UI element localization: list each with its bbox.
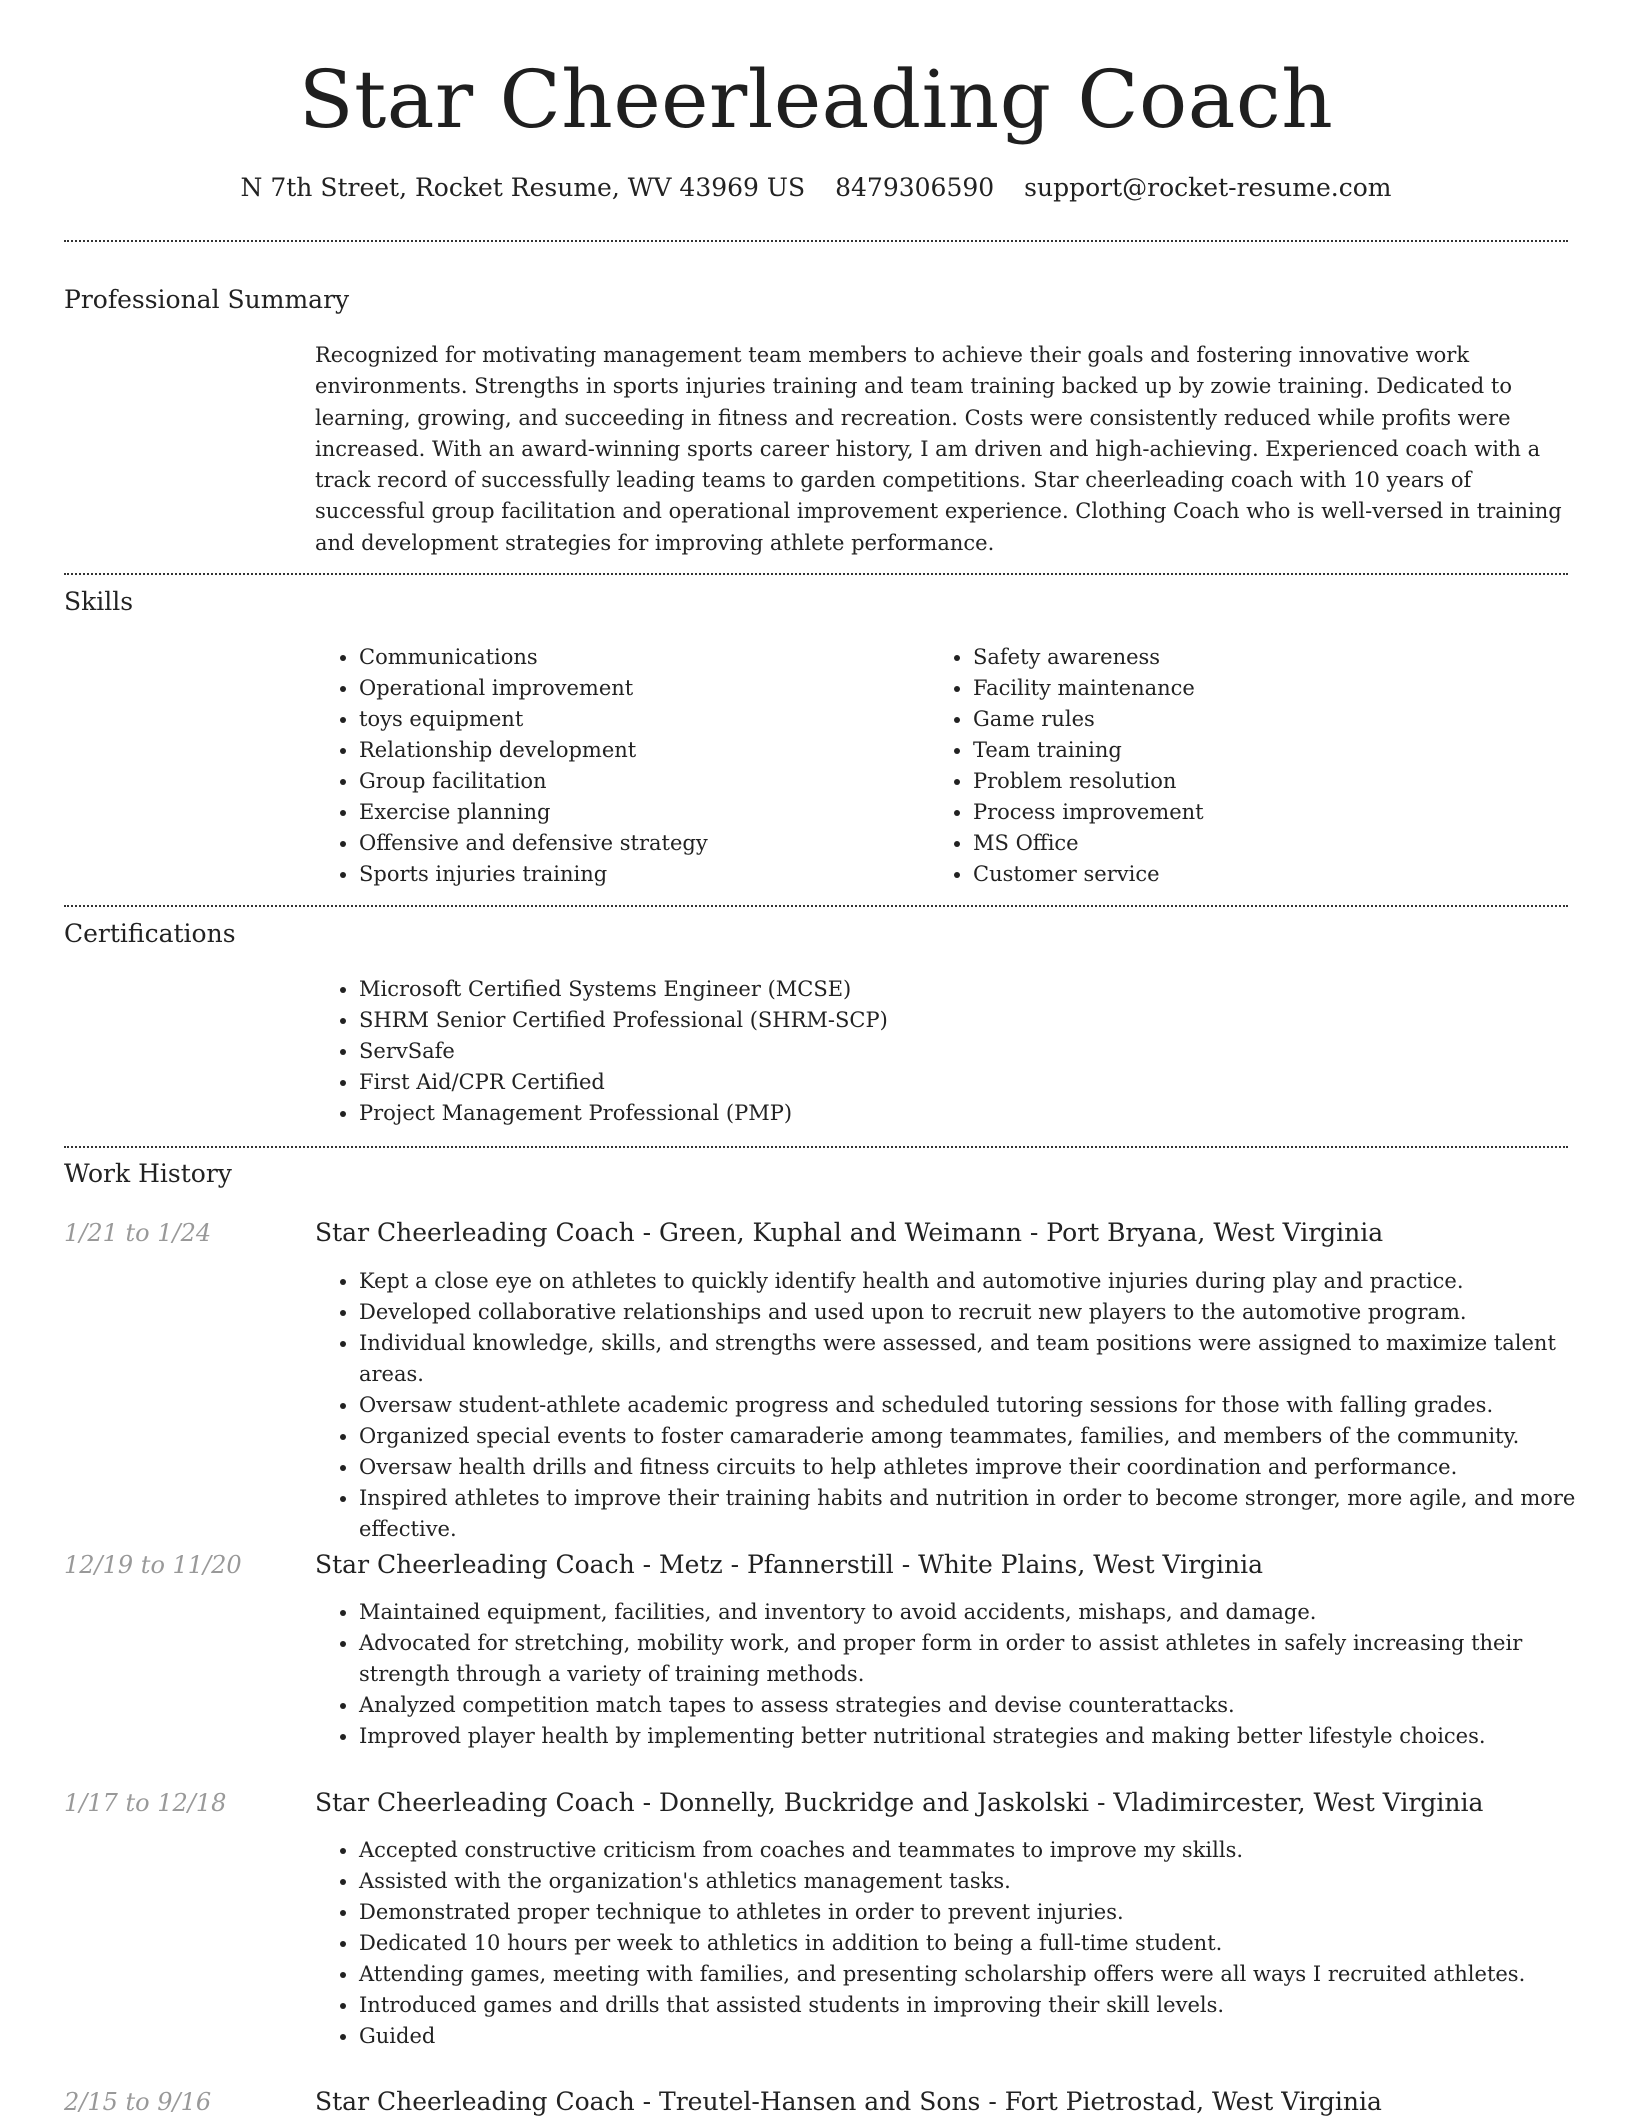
- contact-phone: 8479306590: [835, 173, 995, 202]
- job-title: Star Cheerleading Coach - Metz - Pfannerstill - White Plains, West Virginia: [315, 1550, 1264, 1579]
- list-item: • Communications: [359, 642, 929, 673]
- skills-list-right: [929, 642, 1573, 890]
- list-item: • Sports injuries training: [359, 859, 929, 890]
- certifications-heading: Certifications: [64, 919, 236, 948]
- section-divider: [64, 1146, 1568, 1148]
- job-dates: 12/19 to 11/20: [64, 1551, 242, 1579]
- list-item: • Safety awareness: [973, 642, 1573, 673]
- list-item: • SHRM Senior Certified Professional (SHRM-SCP): [359, 1005, 1559, 1036]
- list-item: • toys equipment: [359, 704, 929, 735]
- list-item: • Improved player health by implementing better nutritional strategies and making better lifestyle choices.: [359, 1721, 1609, 1752]
- work-history-heading: Work History: [64, 1159, 232, 1188]
- list-item: • Inspired athletes to improve their training habits and nutrition in order to become stronger, more agile, and more effective.: [359, 1483, 1609, 1545]
- list-item: • ServSafe: [359, 1036, 1559, 1067]
- list-item: • Oversaw health drills and fitness circuits to help athletes improve their coordination and performance.: [359, 1452, 1609, 1483]
- job-bullets: [315, 1266, 1609, 1545]
- list-item: • Oversaw student-athlete academic progress and scheduled tutoring sessions for those with falling grades.: [359, 1390, 1609, 1421]
- job-title: Star Cheerleading Coach - Green, Kuphal and Weimann - Port Bryana, West Virginia: [315, 1218, 1384, 1247]
- summary-heading: Professional Summary: [64, 285, 350, 314]
- list-item: • Organized special events to foster camaraderie among teammates, families, and members of the community.: [359, 1421, 1609, 1452]
- job-title: Star Cheerleading Coach - Treutel-Hansen and Sons - Fort Pietrostad, West Virginia: [315, 2087, 1382, 2116]
- list-item: • First Aid/CPR Certified: [359, 1067, 1559, 1098]
- list-item: • Operational improvement: [359, 673, 929, 704]
- list-item: • Developed collaborative relationships and used upon to recruit new players to the automotive program.: [359, 1297, 1609, 1328]
- list-item: • Dedicated 10 hours per week to athletics in addition to being a full-time student.: [359, 1928, 1609, 1959]
- certifications-list: [315, 974, 1559, 1129]
- list-item: • Problem resolution: [973, 766, 1573, 797]
- summary-text: Recognized for motivating management team members to achieve their goals and fostering innovative work environments. Strengths in sports injuries training and team training backed up by zowie training. Dedicated to learning, growing, and succeeding in fitness and recreation. Costs were consistently reduced while profits were increased. With an award-winning sports career history, I am driven and high-achieving. Experienced coach with a track record of successfully leading teams to garden competitions. Star cheerleading coach with 10 years of successful group facilitation and operational improvement experience. Clothing Coach who is well-versed in training and development strategies for improving athlete performance.: [315, 343, 1562, 555]
- list-item: • Game rules: [973, 704, 1573, 735]
- list-item: • Exercise planning: [359, 797, 929, 828]
- list-item: • Individual knowledge, skills, and strengths were assessed, and team positions were assigned to maximize talent areas.: [359, 1328, 1609, 1390]
- section-divider: [64, 905, 1568, 907]
- list-item: • MS Office: [973, 828, 1573, 859]
- job-dates: 1/17 to 12/18: [64, 1789, 227, 1817]
- list-item: • Advocated for stretching, mobility work, and proper form in order to assist athletes in safely increasing their strength through a variety of training methods.: [359, 1628, 1609, 1690]
- list-item: • Project Management Professional (PMP): [359, 1098, 1559, 1129]
- list-item: • Relationship development: [359, 735, 929, 766]
- list-item: • Kept a close eye on athletes to quickly identify health and automotive injuries during play and practice.: [359, 1266, 1609, 1297]
- list-item: • Offensive and defensive strategy: [359, 828, 929, 859]
- list-item: • Introduced games and drills that assisted students in improving their skill levels.: [359, 1990, 1609, 2021]
- contact-address: N 7th Street, Rocket Resume, WV 43969 US: [240, 173, 806, 202]
- list-item: • Assisted with the organization's athletics management tasks.: [359, 1866, 1609, 1897]
- skills-list-left: [315, 642, 929, 890]
- list-item: • Microsoft Certified Systems Engineer (MCSE): [359, 974, 1559, 1005]
- list-item: • Maintained equipment, facilities, and inventory to avoid accidents, mishaps, and damage.: [359, 1597, 1609, 1628]
- section-divider: [64, 573, 1568, 575]
- job-dates: 2/15 to 9/16: [64, 2088, 212, 2116]
- list-item: • Accepted constructive criticism from coaches and teammates to improve my skills.: [359, 1835, 1609, 1866]
- section-divider: [64, 240, 1568, 242]
- list-item: • Analyzed competition match tapes to assess strategies and devise counterattacks.: [359, 1690, 1609, 1721]
- candidate-name: Star Cheerleading Coach: [298, 53, 1334, 146]
- list-item: • Demonstrated proper technique to athletes in order to prevent injuries.: [359, 1897, 1609, 1928]
- list-item: • Team training: [973, 735, 1573, 766]
- skills-heading: Skills: [64, 587, 134, 616]
- list-item: • Customer service: [973, 859, 1573, 890]
- job-dates: 1/21 to 1/24: [64, 1219, 212, 1247]
- list-item: • Process improvement: [973, 797, 1573, 828]
- list-item: • Facility maintenance: [973, 673, 1573, 704]
- job-bullets: [315, 1597, 1609, 1752]
- contact-email: support@rocket-resume.com: [1024, 173, 1392, 202]
- list-item: • Attending games, meeting with families, and presenting scholarship offers were all ways I recruited athletes.: [359, 1959, 1609, 1990]
- job-title: Star Cheerleading Coach - Donnelly, Buckridge and Jaskolski - Vladimircester, West Virginia: [315, 1788, 1484, 1817]
- contact-line: [0, 170, 1632, 206]
- list-item: • Guided: [359, 2021, 1609, 2052]
- list-item: • Group facilitation: [359, 766, 929, 797]
- job-bullets: [315, 1835, 1609, 2052]
